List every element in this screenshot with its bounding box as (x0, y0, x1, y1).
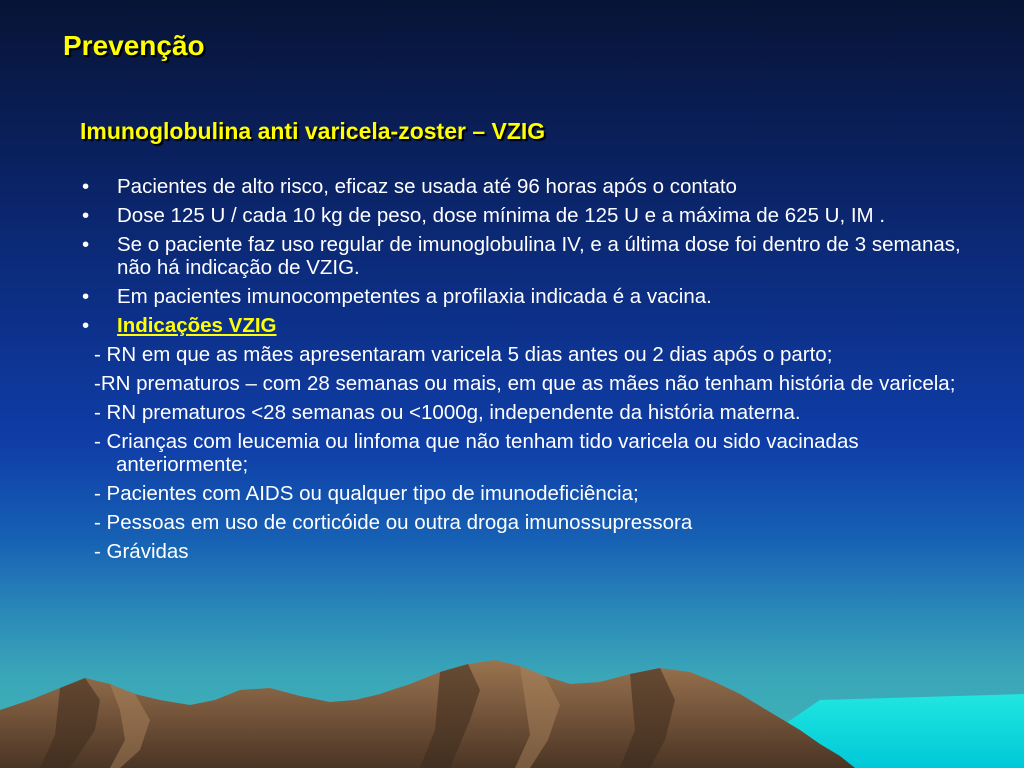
sea (720, 694, 1024, 768)
indication-item: - Pacientes com AIDS ou qualquer tipo de imunodeficiência; (94, 482, 639, 505)
vzig-label: VZIG (222, 314, 277, 337)
bullet-dot: • (82, 314, 90, 337)
bullet-text: Dose 125 U / cada 10 kg de peso, dose mínima de 125 U e a máxima de 625 U, IM . (117, 204, 886, 227)
bullet-dot: • (82, 175, 90, 198)
bullet-text: Se o paciente faz uso regular de imunoglobulina IV, e a última dose foi dentro de 3 semanas, não há indicação de VZIG. (117, 233, 961, 279)
indication-item: - Grávidas (94, 540, 189, 563)
bullet-item (78, 175, 978, 198)
indication-item: - Crianças com leucemia ou linfoma que não tenham tido varicela ou sido vacinadas anteriormente; (94, 430, 859, 476)
indications-heading (78, 314, 978, 337)
mountain-range (0, 660, 855, 768)
bullet-item (78, 233, 978, 279)
bullet-item (78, 204, 978, 227)
slide-title: Prevenção (63, 30, 205, 61)
bullet-dot: • (82, 233, 90, 256)
indications-label: Indicações (117, 314, 223, 337)
bullet-item (78, 285, 978, 308)
indication-item: - Pessoas em uso de corticóide ou outra droga imunossupressora (94, 511, 693, 534)
bullet-text: Em pacientes imunocompetentes a profilaxia indicada é a vacina. (117, 285, 712, 308)
slide-subtitle: Imunoglobulina anti varicela-zoster – VZIG (80, 118, 546, 144)
content-body (78, 175, 978, 569)
indication-item: - RN prematuros <28 semanas ou <1000g, independente da história materna. (94, 401, 801, 424)
indication-item: -RN prematuros – com 28 semanas ou mais, em que as mães não tenham história de varicela; (94, 372, 956, 395)
mountain-shadow (40, 664, 675, 768)
indications-heading-text (117, 314, 277, 337)
indication-item: - RN em que as mães apresentaram varicela 5 dias antes ou 2 dias após o parto; (94, 343, 833, 366)
bullet-dot: • (82, 204, 90, 227)
mountain-highlight (110, 666, 560, 768)
bullet-text: Pacientes de alto risco, eficaz se usada até 96 horas após o contato (117, 175, 737, 198)
bullet-dot: • (82, 285, 90, 308)
